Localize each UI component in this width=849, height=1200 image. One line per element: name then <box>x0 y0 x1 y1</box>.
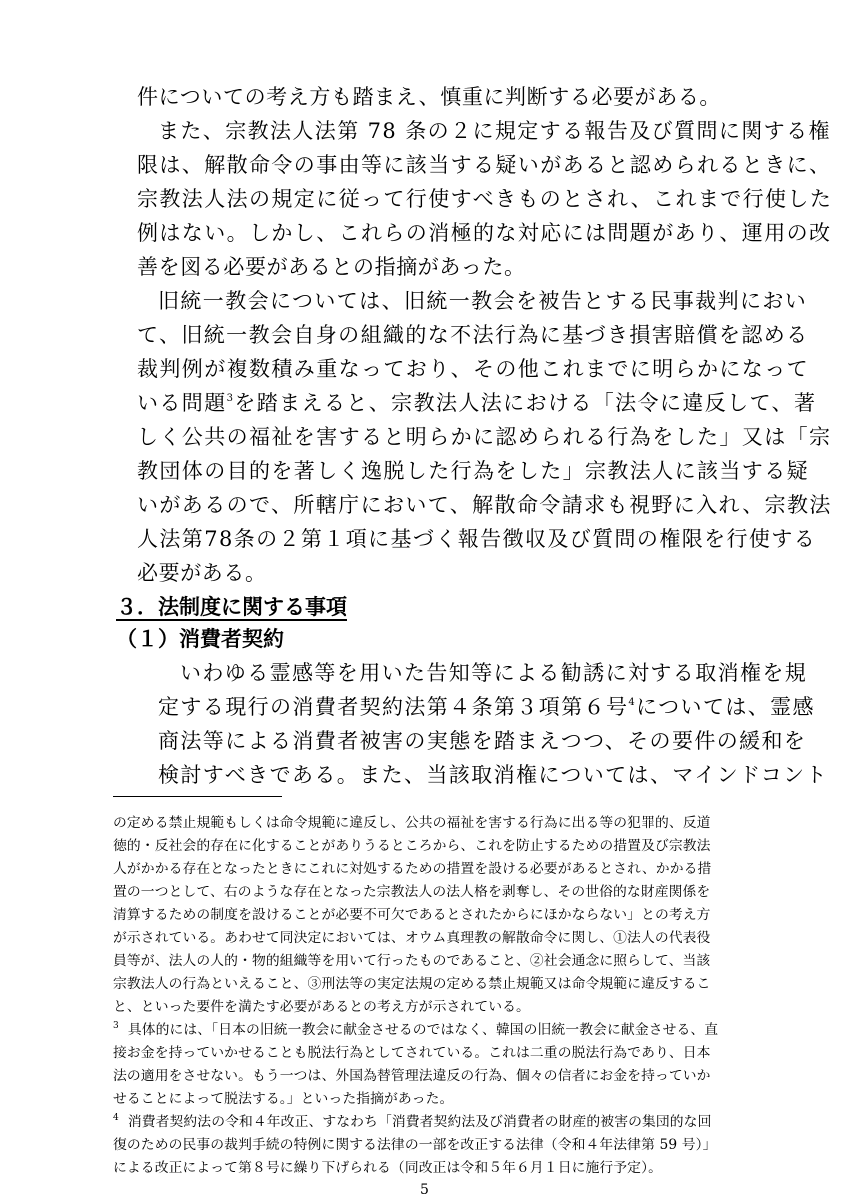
footnote-ref-4: 4 <box>628 697 637 708</box>
footnote-line: による改正によって第８号に繰り下げられる（同改正は令和５年６月１日に施行予定）。 <box>113 1160 662 1176</box>
footnote-ref-3: 3 <box>226 393 235 404</box>
footnote-line: の定める禁止規範もしくは命令規範に違反し、公共の福祉を害する行為に出る等の犯罪的、反道 <box>113 815 711 831</box>
body-line: 人法第78条の２第１項に基づく報告徴収及び質問の権限を行使する <box>137 527 817 551</box>
footnote-mark: 4 <box>113 1113 119 1123</box>
body-line: 商法等による消費者被害の実態を踏まえつつ、その要件の緩和を <box>158 729 807 753</box>
footnote-4: $^4$ 消費者契約法の令和４年改正、すなわち「消費者契約法及び消費者の財産的被害の集団的な回 <box>113 1113 712 1130</box>
page-number: 5 <box>420 1182 429 1198</box>
footnote-line: 員等が、法人の人的・物的組織等を用いて行ったものであること、②社会通念に照らして、当該 <box>113 953 711 969</box>
body-line: て、旧統一教会自身の組織的な不法行為に基づき損害賠償を認める <box>137 323 809 347</box>
footnote-line: 法の適用をさせない。もう一つは、外国為替管理法違反の行為、個々の信者にお金を持っていか <box>113 1068 711 1084</box>
body-line: 件についての考え方も踏まえ、慎重に判断する必要がある。 <box>137 85 722 109</box>
footnote-line: 接お金を持っていかせることも脱法行為としてされている。これは二重の脱法行為であり、日本 <box>113 1045 711 1061</box>
body-line: 例はない。しかし、これらの消極的な対応には問題があり、運用の改 <box>137 221 832 245</box>
body-line: 裁判例が複数積み重なっており、その他これまでに明らかになって <box>137 357 809 381</box>
body-line: 必要がある。 <box>137 561 267 585</box>
sub-heading: （１）消費者契約 <box>116 627 284 651</box>
body-line: また、宗教法人法第 78 条の２に規定する報告及び質問に関する権 <box>158 119 831 143</box>
footnote-3: $^3$ 具体的には、「日本の旧統一教会に献金させるのではなく、韓国の旧統一教会に献金させる、直 <box>113 1021 719 1038</box>
body-line: いる問題$^3$を踏まえると、宗教法人法における「法令に違反して、著 <box>137 391 817 415</box>
body-line: 旧統一教会については、旧統一教会を被告とする民事裁判におい <box>158 289 808 313</box>
section-heading: ３．法制度に関する事項 <box>116 595 347 619</box>
footnote-line: 清算するための制度を設けることが必要不可欠であるとされたからにほかならない」との考え方 <box>113 907 711 923</box>
body-line: 検討すべきである。また、当該取消権については、マインドコント <box>158 763 828 787</box>
footnote-line: 徳的・反社会的存在に化することがありうるところから、これを防止するための措置及び宗教法 <box>113 838 711 854</box>
footnote-line: 人がかかる存在となったときにこれに対処するための措置を設ける必要があるとされ、かかる措 <box>113 861 712 877</box>
footnote-line: と、といった要件を満たす必要があるとの考え方が示されている。 <box>113 999 530 1015</box>
body-line: いわゆる霊感等を用いた告知等による勧誘に対する取消権を規 <box>180 661 808 685</box>
body-line: 限は、解散命令の事由等に該当する疑いがあると認められるときに、 <box>137 153 832 177</box>
body-line: 宗教法人法の規定に従って行使すべきものとされ、これまで行使した <box>137 187 833 211</box>
footnote-line: が示されている。あわせて同決定においては、オウム真理教の解散命令に関し、①法人の代表役 <box>113 930 711 946</box>
body-line: いがあるので、所轄庁において、解散命令請求も視野に入れ、宗教法 <box>137 493 832 517</box>
body-line: 教団体の目的を著しく逸脱した行為をした」宗教法人に該当する疑 <box>137 459 809 483</box>
body-line: 定する現行の消費者契約法第４条第３項第６号$^4$については、霊感 <box>158 695 815 719</box>
footnote-mark: 3 <box>113 1021 119 1031</box>
footnote-line: せることによって脱法する。」といった指摘があった。 <box>113 1091 454 1107</box>
body-line: 善を図る必要があるとの指摘があった。 <box>137 255 526 279</box>
body-line: しく公共の福祉を害すると明らかに認められる行為をした」又は「宗 <box>137 425 832 449</box>
footnote-separator <box>113 796 282 797</box>
footnote-line: 宗教法人の行為といえること、③刑法等の実定法規の定める禁止規範又は命令規範に違反するこ <box>113 976 711 992</box>
footnote-line: 復のための民事の裁判手続の特例に関する法律の一部を改正する法律（令和４年法律第 59 号）」 <box>113 1137 717 1153</box>
footnote-line: 置の一つとして、右のような存在となった宗教法人の法人格を剥奪し、その世俗的な財産関係を <box>113 884 711 900</box>
